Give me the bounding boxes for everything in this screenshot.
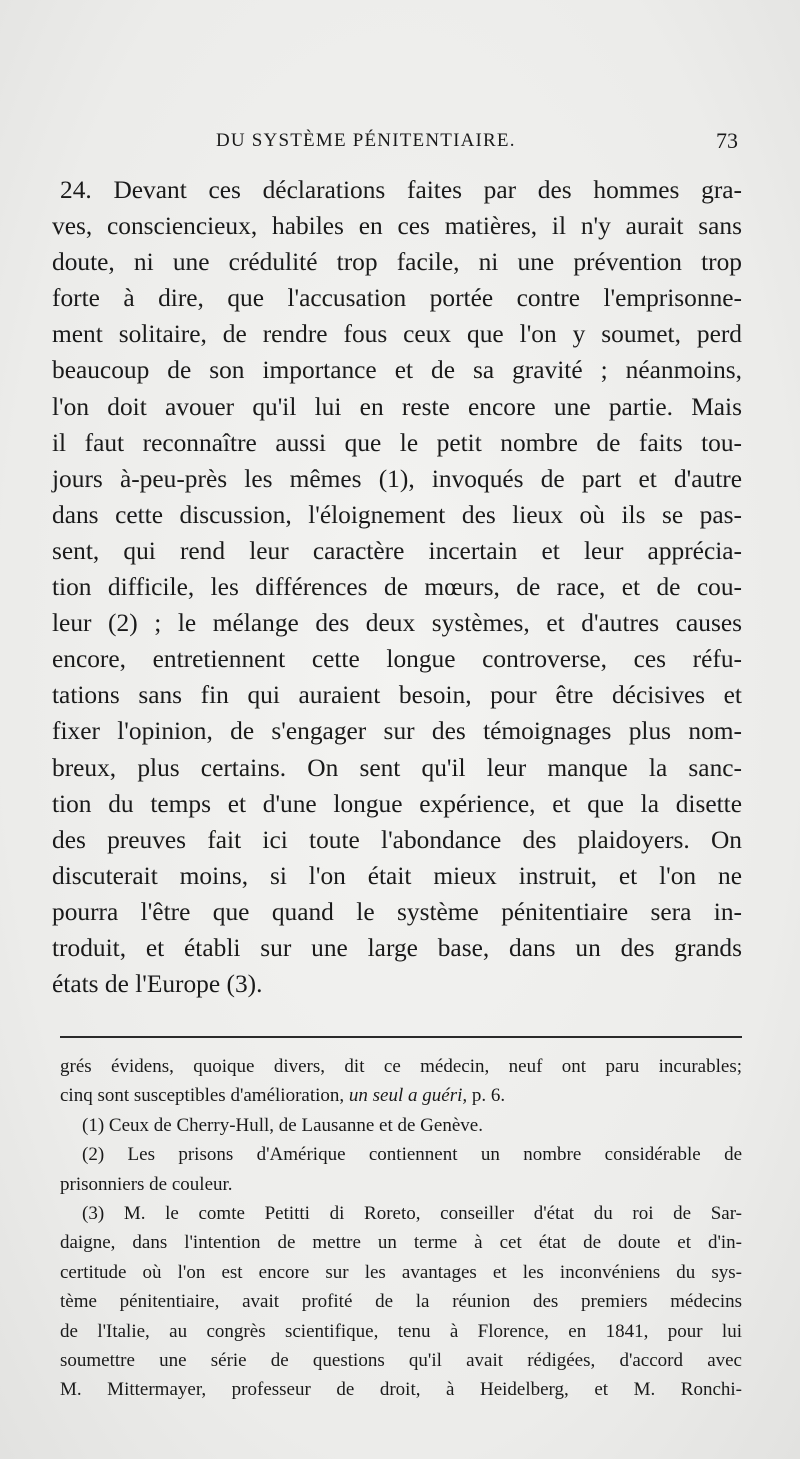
footnote-1: (1) Ceux de Cherry-Hull, de Lausanne et de Genève. (82, 1114, 483, 1136)
paragraph-line: troduit, et établi sur une large base, dans un des grands (52, 933, 742, 962)
paragraph-line: doute, ni une crédulité trop facile, ni une prévention trop (52, 248, 742, 277)
footnote-3-line: daigne, dans l'intention de mettre un terme à cet état de doute et d'in- (60, 1232, 742, 1254)
paragraph-line: ves, consciencieux, habiles en ces matières, il n'y aurait sans (52, 212, 742, 241)
paragraph-line: forte à dire, que l'accusation portée contre l'emprisonne- (52, 284, 742, 313)
footnote-3-line: tème pénitentiaire, avait profité de la réunion des premiers médecins (60, 1291, 742, 1313)
paragraph-line: encore, entretiennent cette longue controverse, ces réfu- (52, 645, 742, 674)
footnote-3-line: soumettre une série de questions qu'il avait rédigées, d'accord avec (60, 1350, 742, 1372)
footnote-3-line: de l'Italie, au congrès scientifique, tenu à Florence, en 1841, pour lui (60, 1320, 742, 1342)
page-number: 73 (716, 128, 738, 153)
footnote-2-line: prisonniers de couleur. (60, 1173, 233, 1195)
paragraph-line: breux, plus certains. On sent qu'il leur manque la sanc- (52, 753, 742, 782)
paragraph-line: leur (2) ; le mélange des deux systèmes, et d'autres causes (52, 609, 742, 638)
footnote-divider (60, 1036, 742, 1038)
paragraph-line: sent, qui rend leur caractère incertain et leur apprécia- (52, 536, 742, 565)
paragraph-line: il faut reconnaître aussi que le petit nombre de faits tou- (52, 428, 742, 457)
paragraph-line: des preuves fait ici toute l'abondance des plaidoyers. On (52, 825, 742, 854)
paragraph-line: états de l'Europe (3). (52, 970, 263, 999)
paragraph-line: ment solitaire, de rendre fous ceux que l'on y soumet, perd (52, 320, 742, 349)
paragraph-line: discuterait moins, si l'on était mieux instruit, et l'on ne (52, 861, 742, 890)
main-paragraph (52, 172, 742, 1002)
footnote-3: (3) M. le comte Petitti di Roreto, conseiller d'état du roi de Sar- (82, 1203, 742, 1225)
paragraph-line: 24. Devant ces déclarations faites par des hommes gra- (60, 176, 742, 204)
paragraph-line: tion difficile, les différences de mœurs, de race, et de cou- (52, 573, 742, 602)
footnote-2: (2) Les prisons d'Amérique contiennent un nombre considérable de (82, 1144, 742, 1166)
paragraph-line: l'on doit avouer qu'il lui en reste encore une partie. Mais (52, 392, 742, 421)
footnote-text: cinq sont susceptibles d'amélioration, (60, 1085, 349, 1107)
paragraph-line: pourra l'être que quand le système pénitentiaire sera in- (52, 897, 742, 926)
paragraph-line: tations sans fin qui auraient besoin, pour être décisives et (52, 681, 742, 710)
footnote-text: p. 6. (467, 1085, 506, 1107)
footnote-continuation-line: grés évidens, quoique divers, dit ce médecin, neuf ont paru incurables; (60, 1056, 742, 1077)
footnote-3-line: certitude où l'on est encore sur les avantages et les inconvéniens du sys- (60, 1261, 742, 1283)
paragraph-line: fixer l'opinion, de s'engager sur des témoignages plus nom- (52, 717, 742, 746)
paragraph-line: dans cette discussion, l'éloignement des lieux où ils se pas- (52, 500, 742, 529)
running-title: DU SYSTÈME PÉNITENTIAIRE. (216, 130, 516, 151)
footnote-continuation-line (60, 1081, 742, 1110)
paragraph-line: jours à-peu-près les mêmes (1), invoqués de part et d'autre (52, 464, 742, 493)
page-header (56, 128, 738, 158)
paragraph-line: beaucoup de son importance et de sa gravité ; néanmoins, (52, 356, 742, 385)
footnotes (60, 1052, 742, 1405)
paragraph-line: tion du temps et d'une longue expérience, et que la disette (52, 789, 742, 818)
footnote-italic-quote: un seul a guéri, (348, 1085, 468, 1107)
footnote-3-line: M. Mittermayer, professeur de droit, à Heidelberg, et M. Ronchi- (60, 1379, 742, 1401)
